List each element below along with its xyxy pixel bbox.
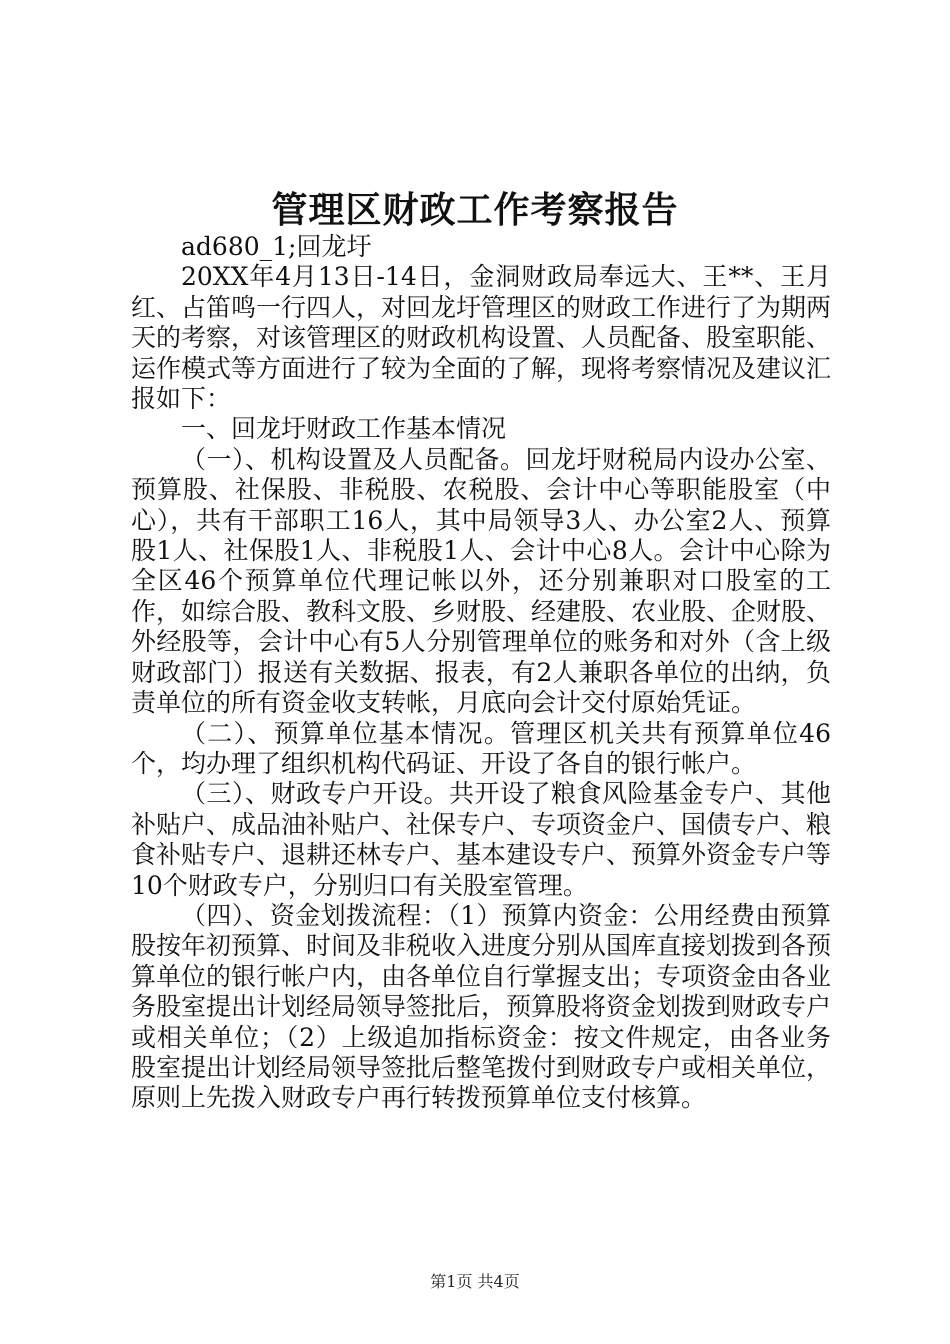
paragraph-source: ad680_1;回龙圩 [181,232,372,261]
section-heading: 一、回龙圩财政工作基本情况 [181,414,507,444]
page-number: 第1页 共4页 [430,1272,520,1291]
paragraph-special-accounts: （三）、财政专户开设。共开设了粮食风险基金专户、其他补贴户、成品油补贴户、社保专户、专项资金户、国债专户、粮食补贴专户、退耕还林专户、基本建设专户、预算外资金专户等10个财政专户，分别归口有关股室管理。 [131,779,832,900]
paragraph-intro: 20XX年4月13日-14日，金洞财政局奉远大、王**、王月红、占笛鸣一行四人，对回龙圩管理区的财政工作进行了为期两天的考察，对该管理区的财政机构设置、人员配备、股室职能、运作模式等方面进行了较为全面的了解，现将考察情况及建议汇报如下： [131,262,832,414]
paragraph-budget-units: （二）、预算单位基本情况。管理区机关共有预算单位46个，均办理了组织机构代码证、开设了各自的银行帐户。 [131,718,831,778]
paragraph-organization: （一）、机构设置及人员配备。回龙圩财税局内设办公室、预算股、社保股、非税股、农税股、会计中心等职能股室（中心），共有干部职工16人，其中局领导3人、办公室2人、预算股1人、社保股1人、非税股1人、会计中心8人。会计中心除为全区46个预算单位代理记帐以外，还分别兼职对口股室的工作，如综合股、教科文股、乡财股、经建股、农业股、企财股、外经股等，会计中心有5人分别管理单位的账务和对外（含上级财政部门）报送有关数据、报表，有2人兼职各单位的出纳，负责单位的所有资金收支转帐，月底向会计交付原始凭证。 [131,444,832,718]
document-body [131,232,831,1114]
document-title: 管理区财政工作考察报告 [271,189,679,231]
paragraph-fund-flow: （四）、资金划拨流程：（1）预算内资金：公用经费由预算股按年初预算、时间及非税收入进度分别从国库直接划拨到各预算单位的银行帐户内，由各单位自行掌握支出；专项资金由各业务股室提出计划经局领导签批后，预算股将资金划拨到财政专户或相关单位；（2）上级追加指标资金：按文件规定，由各业务股室提出计划经局领导签批后整笔拨付到财政专户或相关单位，原则上先拨入财政专户再行转拨预算单位支付核算。 [131,900,832,1113]
